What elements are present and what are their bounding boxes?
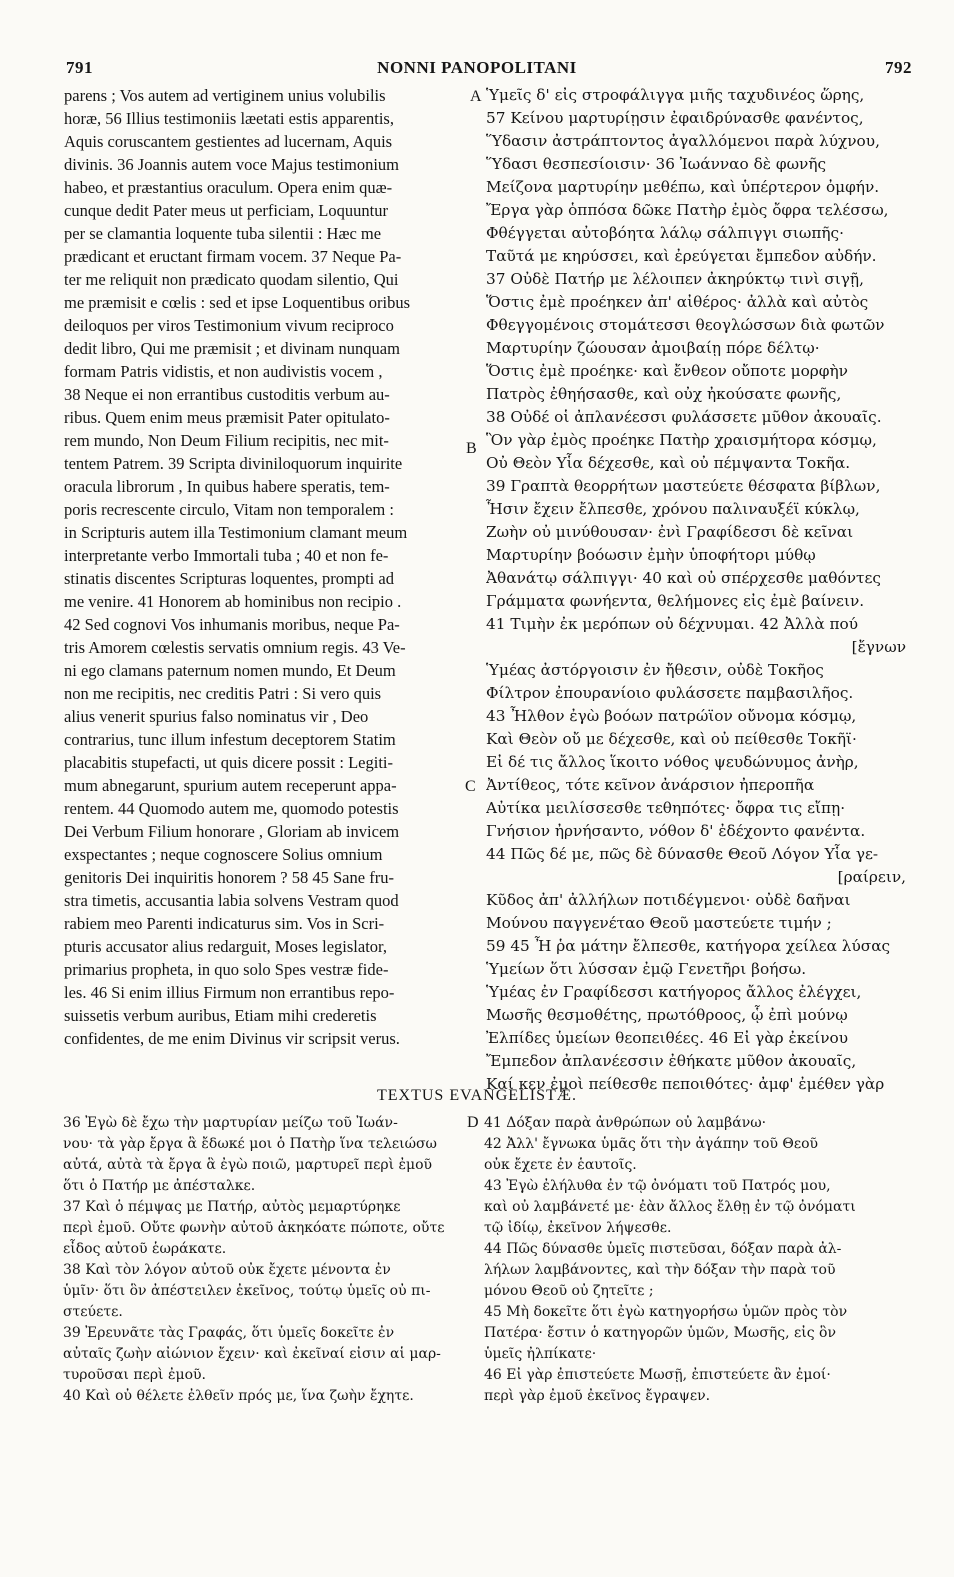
greek-line: Ζωὴν οὐ μινύθουσαν· ἐνὶ Γραφίδεσσι δὲ κεῖναι xyxy=(486,523,854,541)
latin-line: exspectantes ; neque cognoscere Solius omnium xyxy=(64,845,383,864)
greek-line: Ὅστις ἐμὲ προέηκε· καὶ ἔνθεον οὔποτε μορφὴν xyxy=(486,362,848,380)
margin-mark-d: D xyxy=(467,1114,479,1131)
latin-line: 42 Sed cognovi Vos inhumanis moribus, neque Pa- xyxy=(64,615,400,634)
gospel-line: αὐταῖς ζωὴν αἰώνιον ἔχειν· καὶ ἐκεῖναί εἰσιν αἱ μαρ- xyxy=(63,1346,441,1362)
gospel-line: 41 Δόξαν παρὰ ἀνθρώπων οὐ λαμβάνω· xyxy=(484,1115,767,1131)
greek-line: Ἔμπεδον ἀπλανέεσσιν ἐθήκατε μῦθον ἀκουαῖς, xyxy=(486,1052,857,1070)
greek-line: 57 Κείνου μαρτυρίῃσιν ἐφαιδρύνασθε φανέντος, xyxy=(486,109,864,127)
latin-column xyxy=(64,84,464,1050)
latin-line: Aquis coruscantem gestientes ad lucernam, Aquis xyxy=(64,132,393,151)
greek-line: 59 45 Ἦ ῥα μάτην ἔλπεσθε, κατήγορα χείλεα λύσας xyxy=(486,937,891,955)
greek-line: Ἐλπίδες ὑμείων θεοπειθέες. 46 Εἰ γὰρ ἐκείνου xyxy=(486,1029,849,1047)
greek-line: Μείζονα μαρτυρίην μεθέπω, καὶ ὑπέρτερον ὀμφήν. xyxy=(486,178,880,196)
latin-line: stinatis discentes Scripturas loquentes, prompti ad xyxy=(64,569,394,588)
gospel-line: 39 Ἐρευνᾶτε τὰς Γραφάς, ὅτι ὑμεῖς δοκεῖτε ἐν xyxy=(63,1325,395,1341)
gospel-line: 40 Καὶ οὐ θέλετε ἐλθεῖν πρός με, ἵνα ζωὴν ἔχητε. xyxy=(63,1388,414,1404)
page-number-left: 791 xyxy=(66,58,93,77)
latin-line: poris recrescente circulo, Vitam non temporalem : xyxy=(64,500,394,519)
gospel-line: 38 Καὶ τὸν λόγον αὐτοῦ οὐκ ἔχετε μένοντα ἐν xyxy=(63,1262,391,1278)
gospel-line: 37 Καὶ ὁ πέμψας με Πατήρ, αὐτὸς μεμαρτύρηκε xyxy=(63,1199,401,1215)
margin-mark-b: B xyxy=(466,440,477,457)
latin-line: habeo, et præstantius oraculum. Opera enim quæ- xyxy=(64,178,393,197)
latin-line: oracula librorum , In quibus habere speratis, tem- xyxy=(64,477,390,496)
greek-line: Μωσῆς θεσμοθέτης, πρωτόθροος, ᾧ ἐπὶ μούνῳ xyxy=(486,1006,848,1024)
greek-line: Φθέγγεται αὐτοβόητα λάλῳ σάλπιγγι σιωπῆς· xyxy=(486,224,844,242)
gospel-line: ὑμῖν· ὅτι ὃν ἀπέστειλεν ἐκεῖνος, τούτῳ ὑμεῖς οὐ πι- xyxy=(63,1283,431,1299)
latin-line: genitoris Dei inquiritis honorem ? 58 45 Sane fru- xyxy=(64,868,394,887)
greek-line: 39 Γραπτὰ θεορρήτων μαστεύετε θέσφατα βίβλων, xyxy=(486,477,881,495)
latin-line: rabiem meo Parenti indicaturus sim. Vos in Scri- xyxy=(64,914,385,933)
greek-line: Καὶ Θεὸν οὔ με δέχεσθε, καὶ οὐ πείθεσθε Τοκῆϊ· xyxy=(486,730,857,748)
greek-line: Ὑμέας ἀστόργοισιν ἐν ἤθεσιν, οὐδὲ Τοκῆος xyxy=(486,661,824,679)
gospel-line: ὅτι ὁ Πατήρ με ἀπέσταλκε. xyxy=(63,1178,256,1194)
greek-line: Γράμματα φωνήεντα, θελήμονες εἰς ἐμὲ βαίνειν. xyxy=(486,592,865,610)
latin-line: tris Amorem cœlestis servatis omnium regis. 43 Ve- xyxy=(64,638,406,657)
latin-line: mum abnegarunt, spurium autem receperunt appa- xyxy=(64,776,397,795)
gospel-line: 46 Εἰ γὰρ ἐπιστεύετε Μωσῇ, ἐπιστεύετε ἂν ἐμοί· xyxy=(484,1367,831,1383)
margin-mark-a: A xyxy=(470,88,482,105)
gospel-line: περὶ γὰρ ἐμοῦ ἐκεῖνος ἔγραψεν. xyxy=(484,1388,711,1404)
latin-line: alius venerit spurius falso nominatus vir , Deo xyxy=(64,707,369,726)
greek-line: Ἀθανάτῳ σάλπιγγι· 40 καὶ οὐ σπέρχεσθε μαθόντες xyxy=(486,569,881,587)
latin-line: me præmisit e cœlis : sed et ipse Loquentibus oribus xyxy=(64,293,411,312)
greek-line: 37 Οὐδὲ Πατήρ με λέλοιπεν ἀκηρύκτῳ τινὶ σιγῇ, xyxy=(486,270,864,288)
gospel-line: νου· τὰ γὰρ ἔργα ἃ ἔδωκέ μοι ὁ Πατὴρ ἵνα τελειώσω xyxy=(63,1136,437,1152)
latin-line: cunque dedit Pater meus ut perficiam, Loquuntur xyxy=(64,201,388,220)
gospel-line: 42 Ἀλλ' ἔγνωκα ὑμᾶς ὅτι τὴν ἀγάπην τοῦ Θεοῦ xyxy=(484,1136,819,1152)
latin-line: Dei Verbum Filium honorare , Gloriam ab invicem xyxy=(64,822,400,841)
gospel-line: εἶδος αὐτοῦ ἑωράκατε. xyxy=(63,1241,227,1257)
greek-line: Ὃν γὰρ ἐμὸς προέηκε Πατὴρ χραισμήτορα κόσμῳ, xyxy=(486,431,877,449)
latin-line: contrarius, tunc illum infestum deceptorem Statim xyxy=(64,730,396,749)
gospel-line: στεύετε. xyxy=(63,1304,123,1320)
greek-line: Καί κεν ἐμοὶ πείθεσθε πεποιθότες· ἀμφ' ἐμέθεν γὰρ xyxy=(486,1075,885,1093)
greek-line: Ἔργα γὰρ ὁππόσα δῶκε Πατὴρ ἐμὸς ὄφρα τελέσσω, xyxy=(486,201,889,219)
greek-line: 43 Ἦλθον ἐγὼ βοόων πατρώϊον οὔνομα κόσμῳ, xyxy=(486,707,857,725)
gospel-line: αὐτά, αὐτὰ τὰ ἔργα ἃ ἐγὼ ποιῶ, μαρτυρεῖ περὶ ἐμοῦ xyxy=(63,1157,433,1173)
gospel-line: λήλων λαμβάνοντες, καὶ τὴν δόξαν τὴν παρὰ τοῦ xyxy=(484,1262,836,1278)
greek-line: Εἰ δέ τις ἄλλος ἵκοιτο νόθος ψευδώνυμος ἀνὴρ, xyxy=(486,753,859,771)
greek-line: Οὐ Θεὸν Υἷα δέχεσθε, καὶ οὐ πέμψαντα Τοκῆα. xyxy=(486,454,851,472)
gospel-line: οὐκ ἔχετε ἐν ἑαυτοῖς. xyxy=(484,1157,637,1173)
greek-line: Φίλτρον ἐπουρανίοιο φυλάσσετε παμβασιλῆος. xyxy=(486,684,854,702)
gospel-text-right xyxy=(484,1113,909,1407)
greek-line: Ἧσιν ἔχειν ἔλπεσθε, χρόνου παλιναυξέϊ κύκλῳ, xyxy=(486,500,860,518)
latin-line: pturis accusator alius redarguit, Moses legislator, xyxy=(64,937,387,956)
latin-line: les. 46 Si enim illius Firmum non errantibus repo- xyxy=(64,983,395,1002)
greek-line: Πατρὸς ἐθηήσασθε, καὶ οὐχ ἠκούσατε φωνῆς, xyxy=(486,385,842,403)
gospel-text-left xyxy=(63,1113,473,1407)
gospel-line: τῷ ἰδίῳ, ἐκεῖνον λήψεσθε. xyxy=(484,1220,672,1236)
latin-line: rem mundo, Non Deum Filium recipitis, nec mit- xyxy=(64,431,389,450)
section-title: TEXTUS EVANGELISTÆ. xyxy=(376,1087,578,1104)
greek-line: Μαρτυρίην ζώουσαν ἀμοιβαίῃ πόρε δέλτῳ· xyxy=(486,339,820,357)
greek-line: Ὕδασι θεσπεσίοισιν· 36 Ἰωάνναο δὲ φωνῆς xyxy=(486,155,827,173)
gospel-line: 45 Μὴ δοκεῖτε ὅτι ἐγὼ κατηγορήσω ὑμῶν πρὸς τὸν xyxy=(484,1304,848,1320)
greek-line: 44 Πῶς δέ με, πῶς δὲ δύνασθε Θεοῦ Λόγον Υἷα γε- xyxy=(486,845,879,863)
latin-line: prædicant et eructant firmam vocem. 37 Neque Pa- xyxy=(64,247,402,266)
greek-line: 38 Οὐδέ οἱ ἀπλανέεσσι φυλάσσετε μῦθον ἀκουαῖς. xyxy=(486,408,882,426)
latin-line: confidentes, de me enim Divinus vir scripsit verus. xyxy=(64,1029,400,1048)
latin-line: primarius propheta, in quo solo Spes vestræ fide- xyxy=(64,960,389,979)
latin-line: suissetis verbum auribus, Etiam mihi crederetis xyxy=(64,1006,377,1025)
gospel-line: 44 Πῶς δύνασθε ὑμεῖς πιστεῦσαι, δόξαν παρὰ ἀλ- xyxy=(484,1241,842,1257)
latin-line: formam Patris vidistis, et non audivistis vocem , xyxy=(64,362,383,381)
gospel-line: τυροῦσαι περὶ ἐμοῦ. xyxy=(63,1367,207,1383)
greek-line: 41 Τιμὴν ἐκ μερόπων οὐ δέχνυμαι. 42 Ἀλλὰ πού xyxy=(486,615,859,633)
latin-line: in Scripturis autem illa Testimonium clamant meum xyxy=(64,523,408,542)
gospel-line: 43 Ἐγὼ ἐλήλυθα ἐν τῷ ὀνόματι τοῦ Πατρός μου, xyxy=(484,1178,831,1194)
greek-line: Ὑμεῖς δ' εἰς στροφάλιγγα μιῆς ταχυδινέος ὥρης, xyxy=(486,86,865,104)
latin-line: ribus. Quem enim meus præmisit Pater opitulato- xyxy=(64,408,390,427)
running-title: NONNI PANOPOLITANI xyxy=(377,58,577,77)
page-number-right: 792 xyxy=(885,58,912,77)
greek-line: Ὑμέας ἐν Γραφίδεσσι κατήγορος ἄλλος ἐλέγχει, xyxy=(486,983,862,1001)
latin-line: ni ego clamans paternum nomen mundo, Et Deum xyxy=(64,661,396,680)
greek-line: [ἔγνων xyxy=(851,638,906,656)
greek-line: Φθεγγομένοις στομάτεσσι θεογλώσσων διὰ φωτῶν xyxy=(486,316,885,334)
gospel-line: Πατέρα· ἔστιν ὁ κατηγορῶν ὑμῶν, Μωσῆς, εἰς ὃν xyxy=(484,1325,836,1341)
latin-line: divinis. 36 Joannis autem voce Majus testimonium xyxy=(64,155,400,174)
gospel-line: μόνου Θεοῦ οὐ ζητεῖτε ; xyxy=(484,1283,654,1299)
latin-line: horæ, 56 Illius testimoniis læetati estis apparentis, xyxy=(64,109,394,128)
greek-line: Ὅστις ἐμὲ προέηκεν ἀπ' αἰθέρος· ἀλλὰ καὶ αὐτὸς xyxy=(486,293,869,311)
gospel-line: περὶ ἐμοῦ. Οὔτε φωνὴν αὐτοῦ ἀκηκόατε πώποτε, οὔτε xyxy=(63,1220,445,1236)
latin-line: non me recipitis, nec creditis Patri : Si vero quis xyxy=(64,684,382,703)
gospel-line: καὶ οὐ λαμβάνετέ με· ἐὰν ἄλλος ἔλθῃ ἐν τῷ ὀνόματι xyxy=(484,1199,856,1215)
greek-verse-column xyxy=(486,84,906,1096)
latin-line: rentem. 44 Quomodo autem me, quomodo potestis xyxy=(64,799,399,818)
latin-line: deiloquos per viros Testimonium vivum reciproco xyxy=(64,316,394,335)
greek-line: Ὕδασιν ἀστράπτοντος ἀγαλλόμενοι παρὰ λύχνου, xyxy=(486,132,880,150)
greek-line: Ταῦτά με κηρύσσει, καὶ ἐρεύγεται ἔμπεδον αὐδήν. xyxy=(486,247,877,265)
greek-line: Μαρτυρίην βοόωσιν ἐμὴν ὑποφήτορι μύθῳ xyxy=(486,546,816,564)
latin-line: ter me reliquit non prædicato quodam silentio, Qui xyxy=(64,270,399,289)
greek-line: Ἀντίθεος, τότε κεῖνον ἀνάρσιον ἠπεροπῆα xyxy=(486,776,815,794)
latin-line: dedit libro, Qui me præmisit ; et divinam nunquam xyxy=(64,339,400,358)
greek-line: Κῦδος ἀπ' ἀλλήλων ποτιδέγμενοι· οὐδὲ δαῆναι xyxy=(486,891,851,909)
gospel-line: 36 Ἐγὼ δὲ ἔχω τὴν μαρτυρίαν μείζω τοῦ Ἰωάν- xyxy=(63,1115,398,1131)
greek-line: Γνήσιον ἠρνήσαντο, νόθον δ' ἐδέχοντο φανέντα. xyxy=(486,822,866,840)
latin-line: interpretante verbo Immortali tuba ; 40 et non fe- xyxy=(64,546,389,565)
greek-line: Μούνου παγγενέταο Θεοῦ μαστεύετε τιμήν ; xyxy=(486,914,832,932)
latin-line: per se clamantia loquente tuba silentii : Hæc me xyxy=(64,224,382,243)
gospel-line: ὑμεῖς ἠλπίκατε· xyxy=(484,1346,597,1362)
margin-mark-c: C xyxy=(465,778,476,795)
greek-line: Ὑμείων ὅτι λύσσαν ἐμῷ Γενετῆρι βοήσω. xyxy=(486,960,807,978)
latin-line: parens ; Vos autem ad vertiginem unius volubilis xyxy=(64,86,386,105)
latin-line: stra timetis, accusantia labia solvens Vestram quod xyxy=(64,891,399,910)
latin-line: placabitis stupefacti, ut quis dicere possit : Legiti- xyxy=(64,753,394,772)
latin-line: me venire. 41 Honorem ab hominibus non recipio . xyxy=(64,592,402,611)
greek-line: [ραίρειν, xyxy=(837,868,906,886)
latin-line: tentem Patrem. 39 Scripta diviniloquorum inquirite xyxy=(64,454,403,473)
latin-line: 38 Neque ei non errantibus custoditis verbum au- xyxy=(64,385,390,404)
greek-line: Αὐτίκα μειλίσσεσθε τεθηπότες· ὄφρα τις εἴπῃ· xyxy=(486,799,846,817)
